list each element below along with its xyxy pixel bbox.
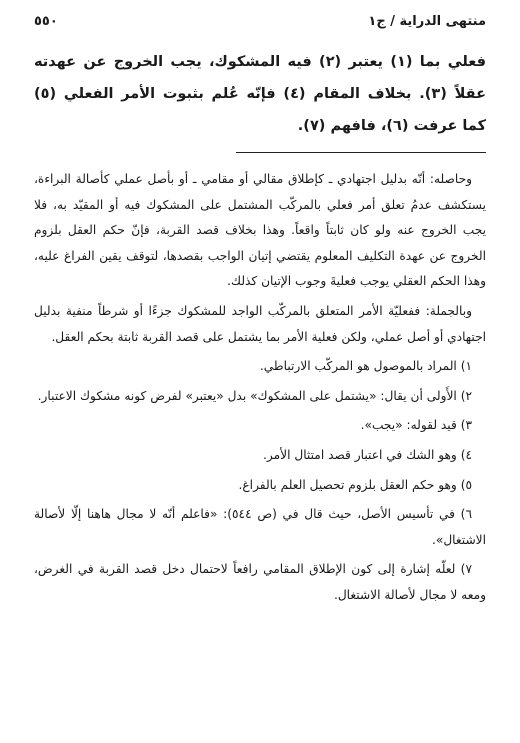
footnote-5: ٥) وهو حكم العقل بلزوم تحصيل العلم بالفراغ. (238, 477, 472, 492)
book-page (34, 14, 486, 733)
commentary-section (34, 167, 486, 350)
page-header (34, 14, 486, 40)
book-title: منتهى الدراية / ج١ (368, 14, 486, 29)
footnote-1: ١) المراد بالموصول هو المركّب الارتباطي. (259, 359, 472, 374)
footnote-3: ٣) قيد لقوله: «يجب». (360, 418, 472, 433)
commentary-paragraph: وبالجملة: ففعليّة الأمر المتعلق بالمركّب الواجد للمشكوك جزءًا أو شرطاً منفية بدليل اجتهادي أو أصل عملي، ولكن فعلية الأمر بما يشتمل على قصد القربة ثابتة بحكم العقل. (34, 303, 486, 344)
main-text: فعلي بما (١) يعتبر (٢) فيه المشكوك، يجب الخروج عن عهدته عقلاً (٣). بخلاف المقام (٤) فإنّه عُلم بثبوت الأمر الفعلي (٥) كما عرفت (٦)، فافهم (٧). (34, 54, 486, 134)
page-number: ٥٥٠ (34, 14, 58, 29)
footnotes-list (34, 354, 486, 608)
footnote-4: ٤) وهو الشك في اعتبار قصد امتثال الأمر. (263, 447, 472, 462)
footnote-7: ٧) لعلّه إشارة إلى كون الإطلاق المقامي رافعاً لاحتمال دخل قصد القربة في الغرض، ومعه لا مجال لأصالة الاشتغال. (34, 562, 486, 602)
footnote-6: ٦) في تأسيس الأصل، حيث قال في (ص ٥٤٤): «فاعلم أنّه لا مجال هاهنا إلّا لأصالة الاشتغال». (34, 507, 486, 547)
footnote-2: ٢) الأَولى أن يقال: «يشتمل على المشكوك» بدل «يعتبر» لفرض كونه مشكوك الاعتبار. (37, 388, 472, 403)
footnote-divider (236, 152, 486, 153)
commentary-paragraph: وحاصله: أنّه بدليل اجتهادي ـ كإطلاق مقالي أو مقامي ـ أو بأصل عملي كأصالة البراءة، يستكشف عدمُ تعلق أمر فعلي بالمركّب المشتمل على المشكوك فيه أو المقيّد به، فلا يجب الخروج عنه ولو كان ثابتاً واقعاً. وهذا بخلاف قصد القربة، فإنّ حكم العقل بلزوم الخروج عن عهدة التكليف المعلوم يقتضي إتيان الواجب بقصدها، لتوقف يقين الفراغ عليه، وهذا الحكم العقلي يوجب فعليةَ وجوب الإتيان كذلك. (34, 172, 486, 289)
